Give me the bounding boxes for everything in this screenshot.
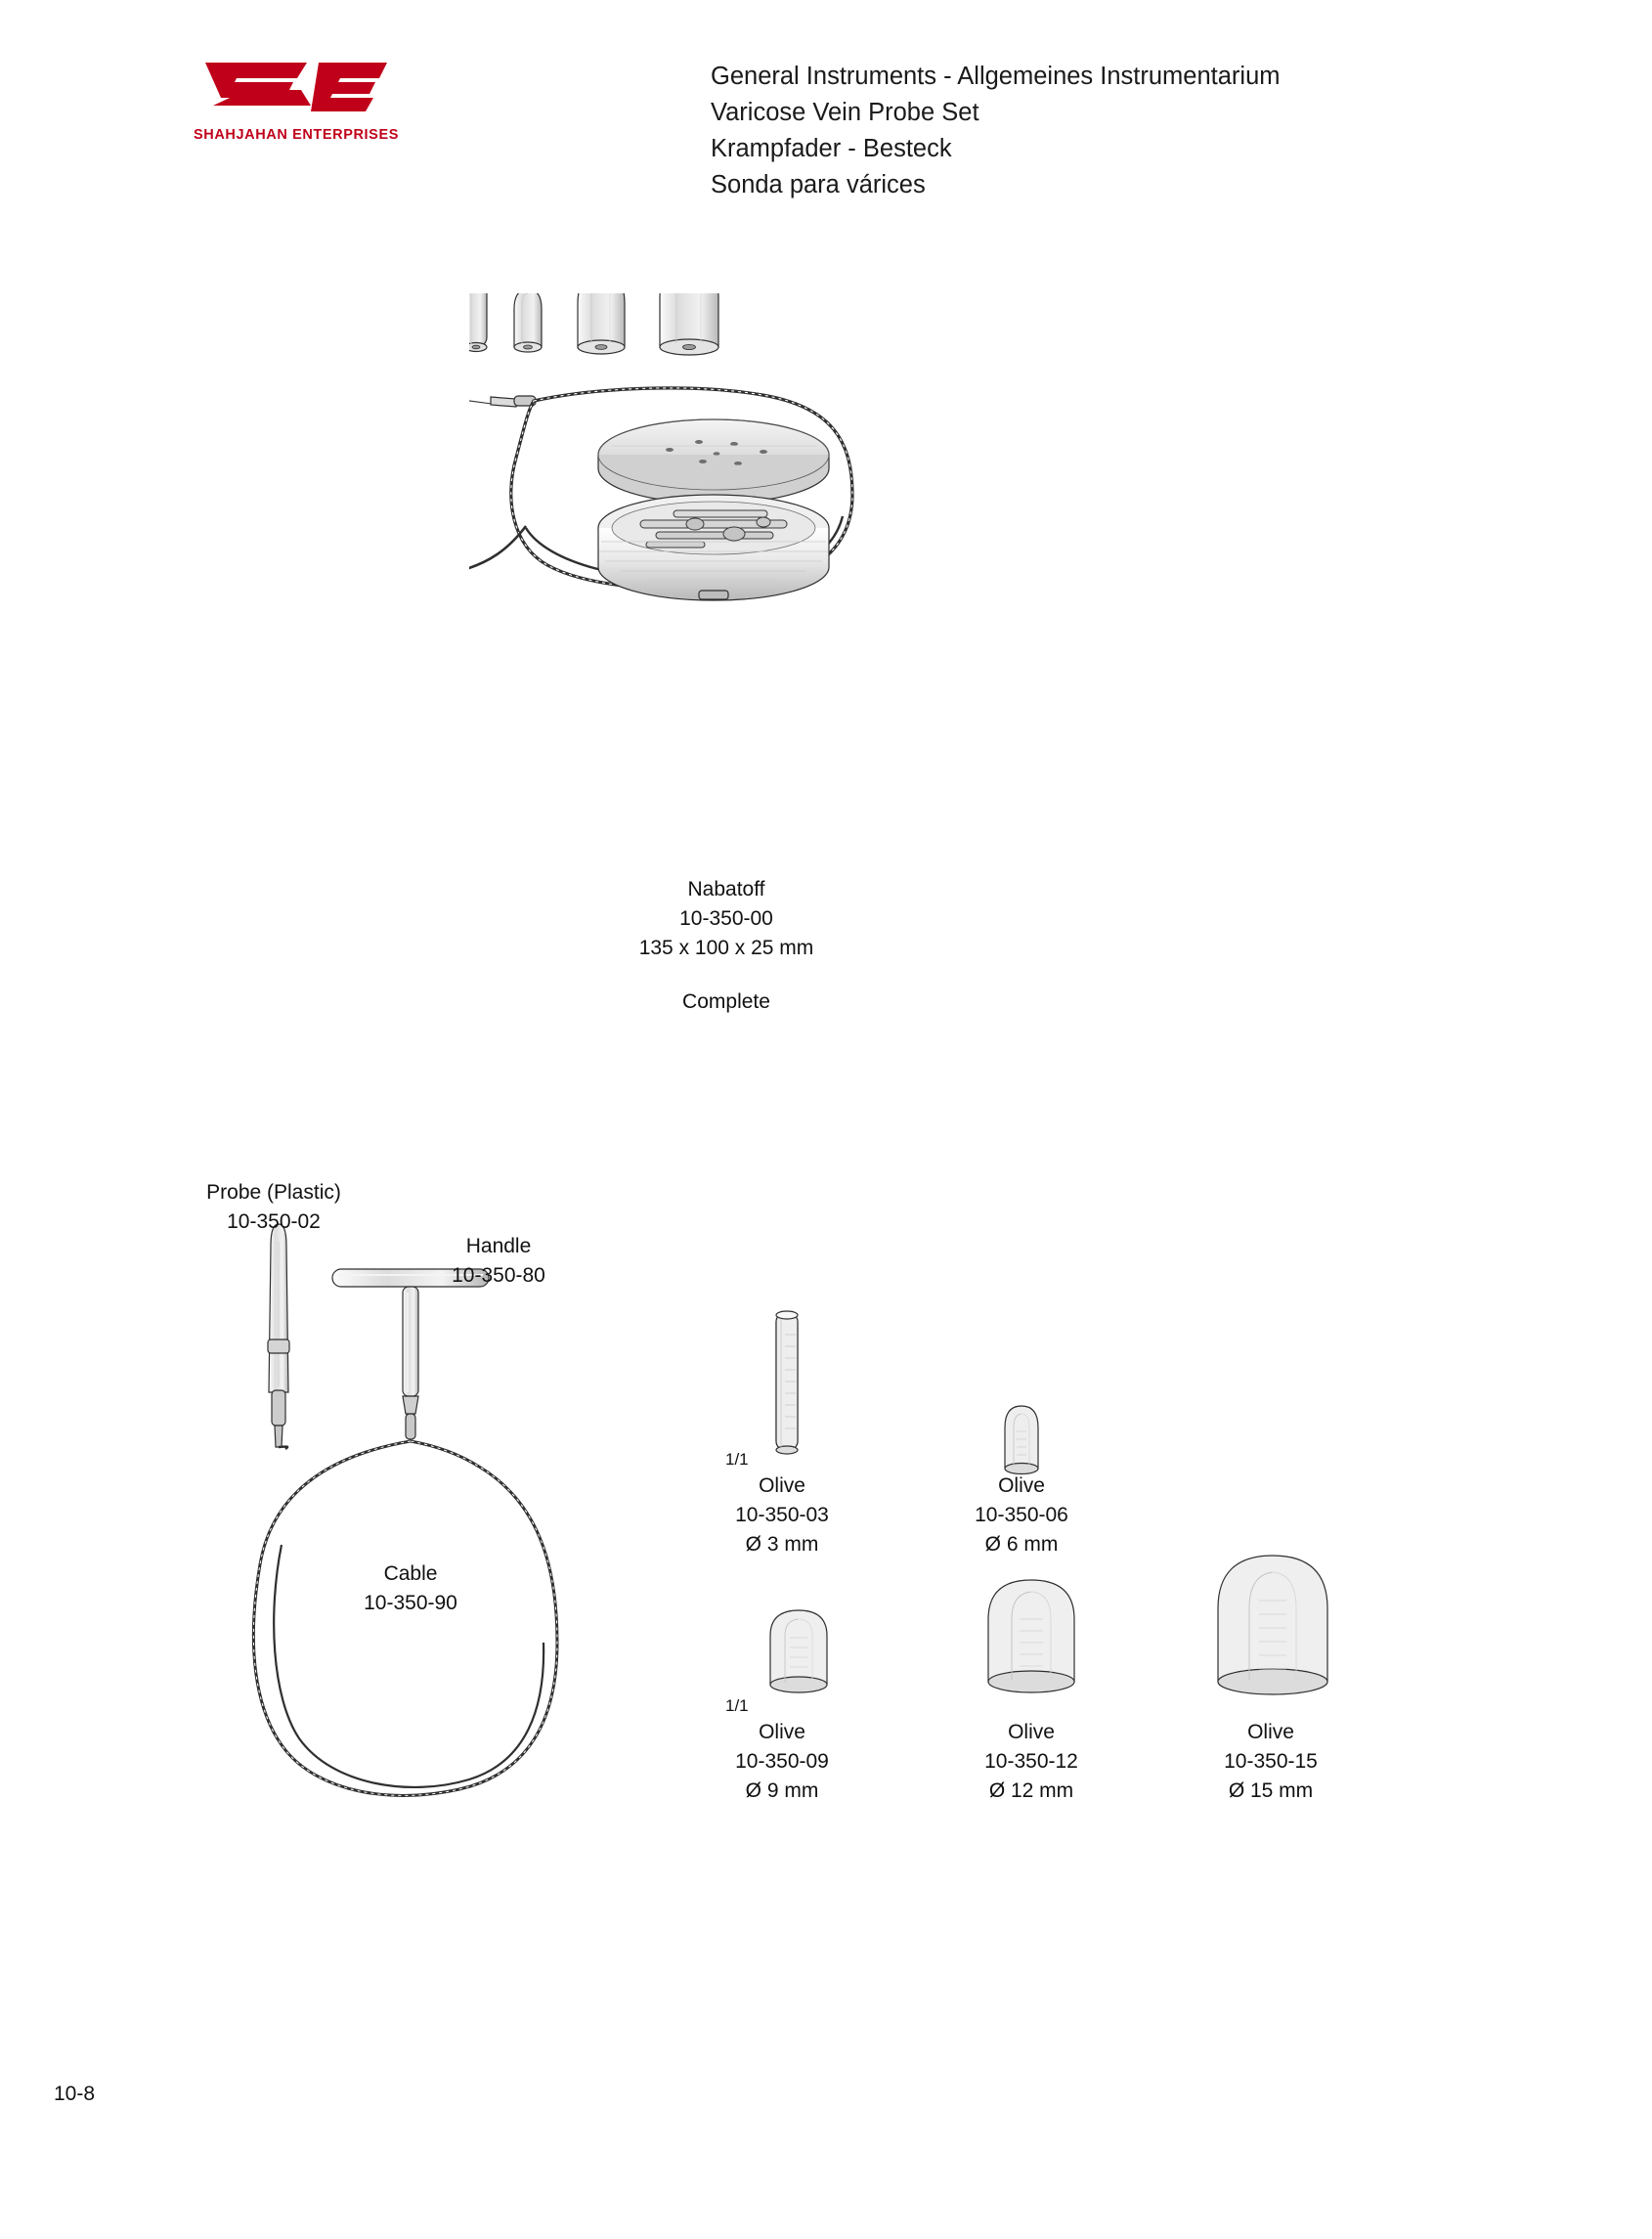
header-line-2: Varicose Vein Probe Set (711, 99, 979, 126)
cable-caption (303, 1559, 518, 1618)
probe-code: 10-350-02 (227, 1210, 321, 1233)
probe-name: Probe (Plastic) (206, 1181, 341, 1204)
se-logo-icon (192, 47, 401, 125)
header-line-4: Sonda para várices (711, 171, 926, 198)
page-title (711, 59, 1281, 203)
nabatoff-dimensions: 135 x 100 x 25 mm (638, 937, 814, 959)
handle-name: Handle (465, 1235, 532, 1257)
olive-9mm-illustration (745, 1599, 852, 1706)
page-number: 10-8 (54, 2083, 96, 2105)
nabatoff-set-illustration (469, 293, 1075, 880)
olive-9mm-scale: 1/1 (725, 1696, 749, 1715)
brand-logo (192, 47, 416, 154)
handle-caption (381, 1232, 616, 1291)
cable-code: 10-350-90 (364, 1592, 457, 1614)
cable-name: Cable (383, 1562, 438, 1585)
header-line-1: General Instruments - Allgemeines Instrumentarium (711, 63, 1281, 90)
handle-code: 10-350-80 (452, 1264, 545, 1287)
probe-caption (147, 1178, 401, 1237)
olive-3mm-illustration (753, 1305, 821, 1471)
olive-15mm-illustration (1193, 1540, 1354, 1706)
olive-6mm-caption: Olive 10-350-06 Ø 6 mm (975, 1474, 1068, 1556)
nabatoff-code: 10-350-00 (679, 907, 773, 930)
olive-9mm-caption: Olive 10-350-09 Ø 9 mm (735, 1721, 829, 1802)
brand-caption: SHAHJAHAN ENTERPRISES (194, 127, 399, 143)
nabatoff-name: Nabatoff (687, 878, 765, 900)
olive-3mm-caption: Olive 10-350-03 Ø 3 mm (735, 1474, 829, 1556)
probe-cable-illustration (225, 1222, 635, 1848)
olive-12mm-illustration (963, 1564, 1100, 1706)
olive-12mm-caption: Olive 10-350-12 Ø 12 mm (984, 1721, 1078, 1802)
header-line-3: Krampfader - Besteck (711, 135, 952, 162)
olive-15mm-caption: Olive 10-350-15 Ø 15 mm (1224, 1721, 1318, 1802)
nabatoff-note: Complete (682, 990, 770, 1013)
olive-3mm-scale: 1/1 (725, 1450, 749, 1469)
nabatoff-caption (565, 875, 888, 963)
